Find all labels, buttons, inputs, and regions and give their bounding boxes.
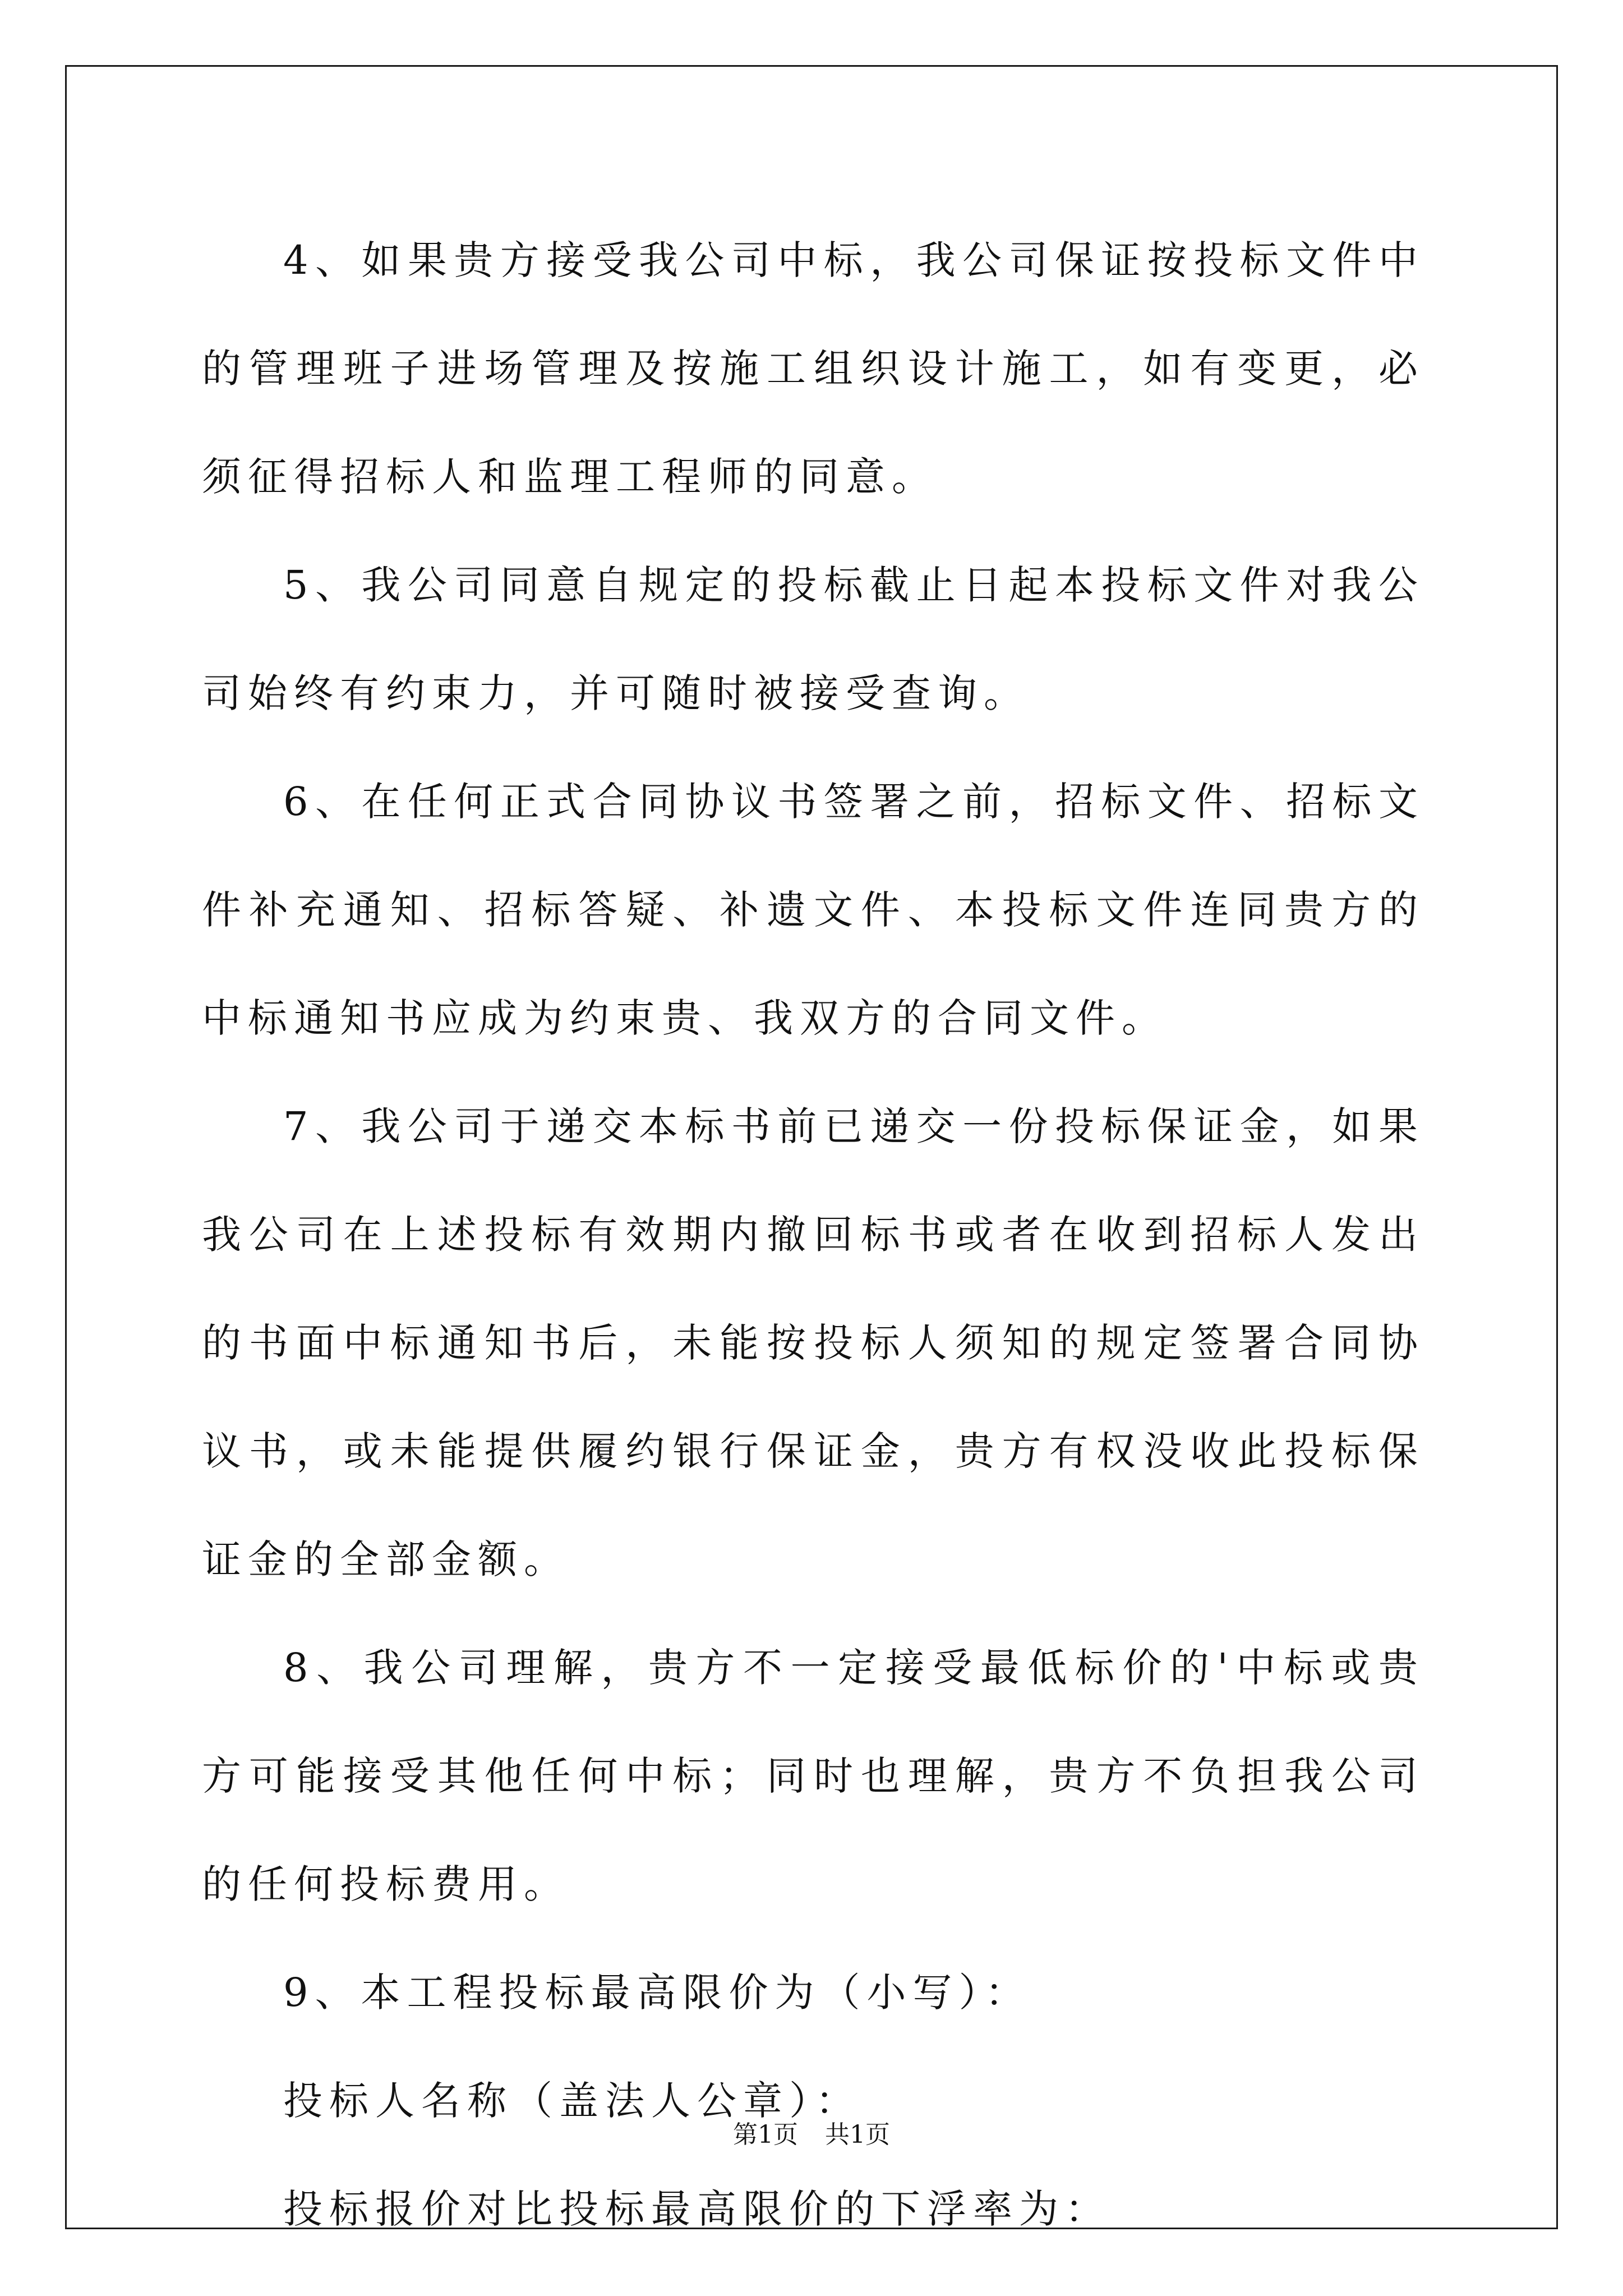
bidder-name-line: 投标人名称（盖法人公章）： xyxy=(283,2078,861,2124)
paragraph-item-5: 5、我公司同意自规定的投标截止日起本投标文件对我公司始终有约束力，并可随时被接受查询。 xyxy=(202,562,1424,716)
paragraph-item-7: 7、我公司于递交本标书前已递交一份投标保证金，如果我公司在上述投标有效期内撤回标书或者在收到招标人发出的书面中标通知书后，未能按投标人须知的规定签署合同协议书，或未能提供履约银行保证金，贵方有权没收此投标保证金的全部金额。 xyxy=(202,1103,1424,1582)
paragraph-item-9: 9、本工程投标最高限价为（小写）： xyxy=(283,1970,1031,2016)
document-body xyxy=(202,206,1424,2263)
page-number-current: 第1页 xyxy=(733,2120,798,2149)
page-number-total: 共1页 xyxy=(825,2120,890,2149)
page-footer xyxy=(0,2118,1623,2152)
paragraph-item-6: 6、在任何正式合同协议书签署之前，招标文件、招标文件补充通知、招标答疑、补遗文件、本投标文件连同贵方的中标通知书应成为约束贵、我双方的合同文件。 xyxy=(202,779,1424,1041)
discount-rate-line: 投标报价对比投标最高限价的下浮率为： xyxy=(283,2186,1111,2232)
paragraph-item-4: 4、如果贵方接受我公司中标，我公司保证按投标文件中的管理班子进场管理及按施工组织设计施工，如有变更，必须征得招标人和监理工程师的同意。 xyxy=(202,237,1424,500)
paragraph-item-8: 8、我公司理解，贵方不一定接受最低标价的'中标或贵方可能接受其他任何中标；同时也理解，贵方不负担我公司的任何投标费用。 xyxy=(202,1645,1424,1907)
